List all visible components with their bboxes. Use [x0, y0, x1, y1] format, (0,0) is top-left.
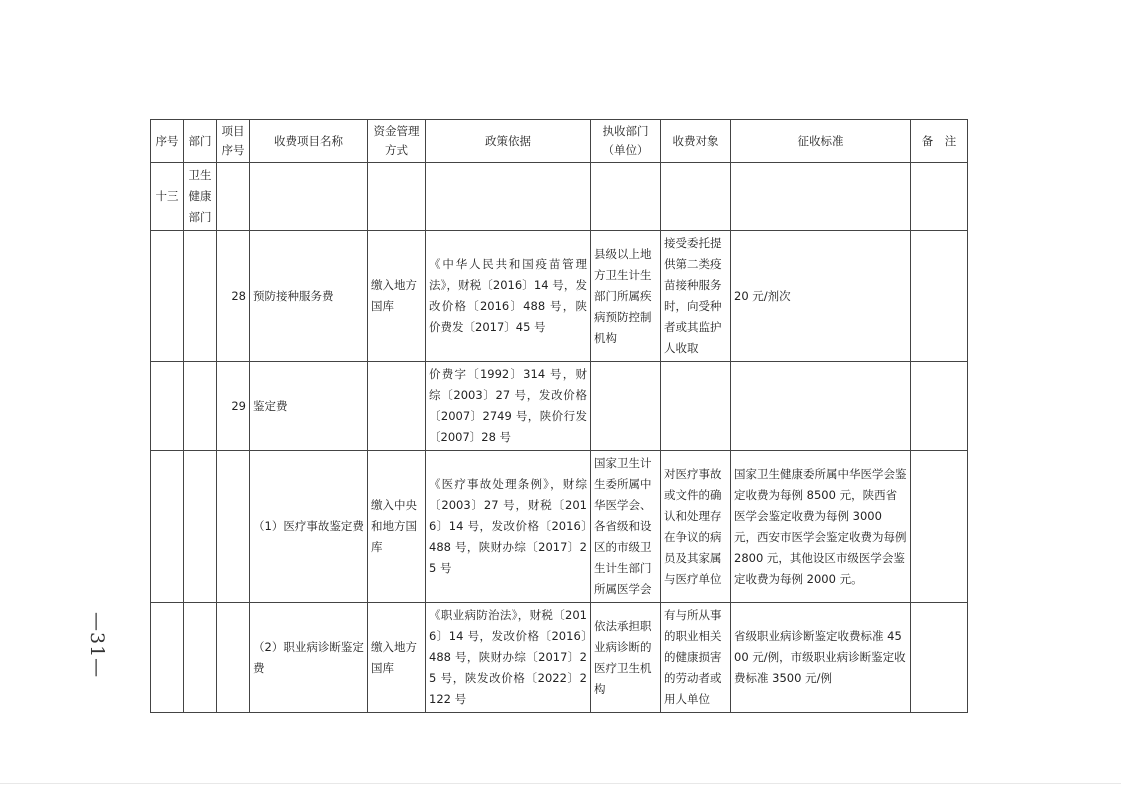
cell-fund-mgmt: 缴入中央和地方国库	[368, 451, 426, 603]
cell-item-name: （1）医疗事故鉴定费	[250, 451, 368, 603]
header-policy: 政策依据	[426, 120, 591, 163]
cell-seq	[151, 451, 184, 603]
cell-standard	[731, 163, 911, 231]
cell-item-name: 鉴定费	[250, 362, 368, 451]
table-row	[151, 362, 968, 451]
cell-dept: 卫生健康部门	[184, 163, 217, 231]
cell-collector: 县级以上地方卫生计生部门所属疾病预防控制机构	[591, 231, 661, 362]
cell-item-no: 28	[217, 231, 250, 362]
cell-seq	[151, 231, 184, 362]
header-fund-mgmt: 资金管理方式	[368, 120, 426, 163]
cell-standard: 20 元/剂次	[731, 231, 911, 362]
cell-standard: 省级职业病诊断鉴定收费标准 4500 元/例，市级职业病诊断鉴定收费标准 3500 元/例	[731, 603, 911, 713]
cell-target: 接受委托提供第二类疫苗接种服务时，向受种者或其监护人收取	[661, 231, 731, 362]
cell-dept	[184, 362, 217, 451]
cell-dept	[184, 231, 217, 362]
cell-policy: 价费字〔1992〕314 号，财综〔2003〕27 号，发改价格〔2007〕2749 号，陕价行发〔2007〕28 号	[426, 362, 591, 451]
cell-item-name: 预防接种服务费	[250, 231, 368, 362]
cell-target: 有与所从事的职业相关的健康损害的劳动者或用人单位	[661, 603, 731, 713]
table-row	[151, 451, 968, 603]
header-seq: 序号	[151, 120, 184, 163]
cell-policy: 《医疗事故处理条例》，财综〔2003〕27 号，财税〔2016〕14 号，发改价格〔2016〕488 号，陕财办综〔2017〕25 号	[426, 451, 591, 603]
cell-collector: 国家卫生计生委所属中华医学会、各省级和设区的市级卫生计生部门所属医学会	[591, 451, 661, 603]
cell-fund-mgmt: 缴入地方国库	[368, 603, 426, 713]
cell-item-no: 29	[217, 362, 250, 451]
cell-remark	[911, 362, 968, 451]
cell-collector: 依法承担职业病诊断的医疗卫生机构	[591, 603, 661, 713]
table-row	[151, 163, 968, 231]
cell-fund-mgmt: 缴入地方国库	[368, 231, 426, 362]
cell-remark	[911, 231, 968, 362]
page-number: —31—	[86, 612, 108, 679]
cell-dept	[184, 603, 217, 713]
cell-collector	[591, 362, 661, 451]
cell-item-no	[217, 451, 250, 603]
cell-item-no	[217, 603, 250, 713]
fee-table	[150, 119, 968, 713]
header-item-no: 项目序号	[217, 120, 250, 163]
cell-collector	[591, 163, 661, 231]
cell-dept	[184, 451, 217, 603]
header-dept: 部门	[184, 120, 217, 163]
header-remark: 备 注	[911, 120, 968, 163]
header-row	[151, 120, 968, 163]
table-row	[151, 603, 968, 713]
header-item-name: 收费项目名称	[250, 120, 368, 163]
cell-fund-mgmt	[368, 362, 426, 451]
cell-seq: 十三	[151, 163, 184, 231]
cell-target: 对医疗事故或文件的确认和处理存在争议的病员及其家属与医疗单位	[661, 451, 731, 603]
cell-item-name: （2）职业病诊断鉴定费	[250, 603, 368, 713]
cell-policy	[426, 163, 591, 231]
cell-item-name	[250, 163, 368, 231]
cell-seq	[151, 603, 184, 713]
cell-seq	[151, 362, 184, 451]
cell-policy: 《职业病防治法》，财税〔2016〕14 号，发改价格〔2016〕488 号，陕财办综〔2017〕25 号，陕发改价格〔2022〕2122 号	[426, 603, 591, 713]
table-row	[151, 231, 968, 362]
cell-remark	[911, 163, 968, 231]
page-edge-divider	[0, 783, 1121, 784]
cell-standard	[731, 362, 911, 451]
header-target: 收费对象	[661, 120, 731, 163]
cell-remark	[911, 451, 968, 603]
cell-item-no	[217, 163, 250, 231]
cell-fund-mgmt	[368, 163, 426, 231]
cell-target	[661, 163, 731, 231]
cell-standard: 国家卫生健康委所属中华医学会鉴定收费为每例 8500 元，陕西省医学会鉴定收费为每例 3000 元，西安市医学会鉴定收费为每例 2800 元，其他设区市级医学会鉴定收费为每例 2000 元。	[731, 451, 911, 603]
cell-policy: 《中华人民共和国疫苗管理法》，财税〔2016〕14 号，发改价格〔2016〕488 号，陕价费发〔2017〕45 号	[426, 231, 591, 362]
header-collector: 执收部门（单位）	[591, 120, 661, 163]
cell-target	[661, 362, 731, 451]
cell-remark	[911, 603, 968, 713]
header-standard: 征收标准	[731, 120, 911, 163]
